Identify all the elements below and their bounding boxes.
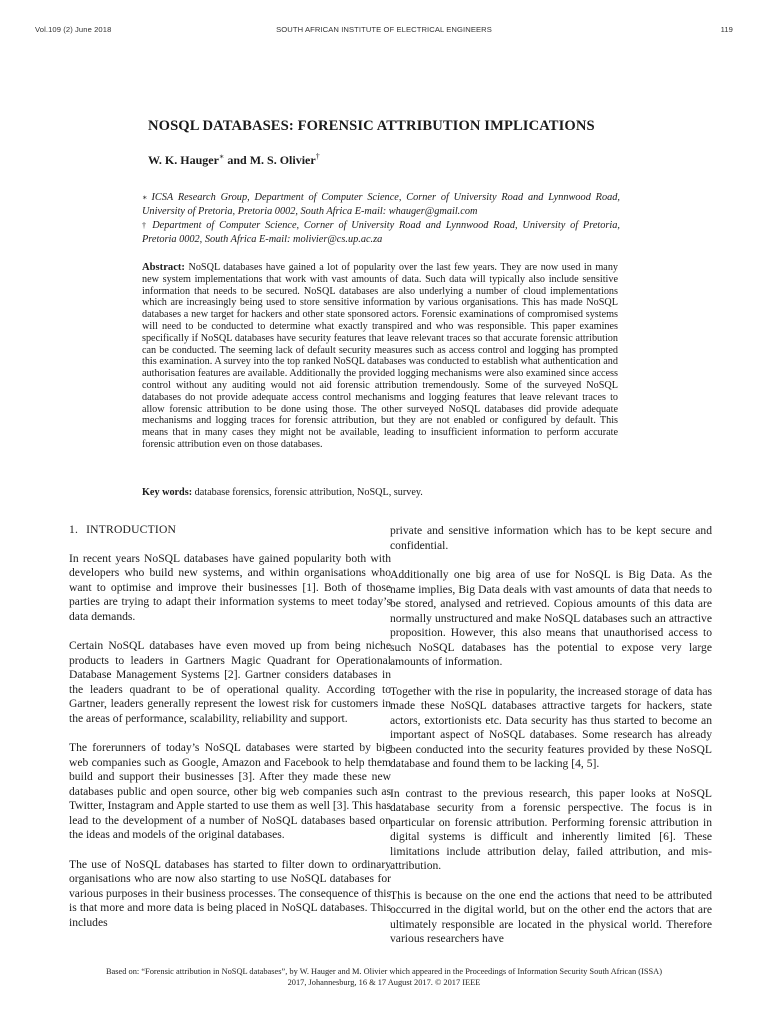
affiliation-1-mark: ∗ [142, 193, 148, 202]
footnote-publication [40, 966, 728, 988]
paragraph: This is because on the one end the actions that need to be attributed occurred in the digital world, but on the other end the actors that are ultimately responsible are located in the physical world. Therefore various researchers have [390, 888, 712, 945]
journal-volume: Vol.109 (2) June 2018 [35, 25, 112, 34]
paragraph: In contrast to the previous research, this paper looks at NoSQL database security from a forensic perspective. The focus is in particular on forensic attribution. Performing forensic attribution in digital systems is difficult and inherently limited [6]. These limitations include attribution delay, failed attribution, and mis-attribution. [390, 786, 712, 872]
right-column [390, 524, 712, 962]
paragraph: Together with the rise in popularity, the increased storage of data has made these NoSQL databases attractive targets for hackers, state actors, extortionists etc. Data security has thus started to become an important aspect of NoSQL databases. Some research has already been conducted into the security features provided by these NoSQL database and found them to be lacking [4, 5]. [390, 684, 712, 770]
abstract-text: NoSQL databases have gained a lot of popularity over the last few years. They are now used in many new system implementations that work with vast amounts of data. Such data will typically also include sensitive information that needs to be secured. NoSQL databases are also underlying a number of cloud implementations which are increasingly being used to store sensitive information by various organisations. This has made NoSQL databases a new target for hackers and other state sponsored actors. Forensic examinations of compromised systems will need to be conducted to determine what exactly transpired and who was responsible. This paper examines specifically if NoSQL databases have security features that leave relevant traces so that accurate forensic attribution can be conducted. The seeming lack of default security measures such as access control and logging has prompted this examination. A survey into the top ranked NoSQL databases was conducted to establish what authentication and authorisation features are available. Additionally the provided logging mechanisms were also examined since access control without any auditing would not aid forensic attribution tremendously. Some of the surveyed NoSQL databases do not provide adequate access control mechanisms and logging features that leave relevant traces to allow forensic attribution to be done using those. The other surveyed NoSQL databases did provide adequate mechanisms and logging traces for forensic attribution, but they are not enabled or configured by default. This means that in many cases they might not be available, leading to insufficient information to perform accurate forensic attribution even on those databases. [142, 262, 619, 450]
author-1: W. K. Hauger [148, 153, 219, 167]
section-number: 1. [69, 523, 79, 536]
paragraph: In recent years NoSQL databases have gained popularity both with developers who build new systems, and within organisations who want to optimise and improve their businesses [1]. Both of those parties are trying to adapt their information systems to meet today’s data demands. [69, 551, 391, 623]
abstract-label: Abstract: [142, 262, 185, 273]
keywords-label: Key words: [142, 487, 193, 498]
keywords [142, 487, 618, 499]
paragraph: private and sensitive information which has to be kept secure and confidential. [390, 524, 712, 552]
paragraph: The forerunners of today’s NoSQL databases were started by big web companies such as Google, Amazon and Facebook to help them build and support their businesses [3]. After they made these new databases public and open source, other big web companies such as Twitter, Instagram and Apple started to use them as well [3]. This has lead to the development of a number of NoSQL databases based on the ideas and models of the original databases. [69, 741, 391, 841]
affiliation-2-mark: † [142, 221, 149, 230]
abstract [142, 262, 618, 451]
footnote-line-2: 2017, Johannesburg, 16 & 17 August 2017. © 2017 IEEE [287, 978, 481, 987]
author-1-mark: ∗ [218, 152, 225, 161]
page-number: 119 [720, 25, 733, 34]
author-conjunction: and [224, 153, 250, 167]
paragraph: Additionally one big area of use for NoSQL is Big Data. As the name implies, Big Data deals with vast amounts of data that needs to be stored, analysed and retrieved. Copious amounts of this data are normally unstructured and make NoSQL databases such an attractive proposition. However, this also means that unauthorised access to such NoSQL databases has the potential to expose very large amounts of information. [390, 568, 712, 668]
section-title: INTRODUCTION [86, 523, 177, 536]
affiliation-1-text: ICSA Research Group, Department of Computer Science, Corner of University Road and Lynnwood Road, University of Pretoria, Pretoria 0002, South Africa E-mail: whauger@gmail.com [142, 192, 620, 217]
author-2-mark: † [315, 152, 320, 161]
author-line [148, 152, 320, 168]
paragraph: Certain NoSQL databases have even moved up from being niche products to leaders in Gartners Magic Quadrant for Operational Database Management Systems [2]. Gartner considers databases in the leaders quadrant to be of operational quality. According to Gartner, leaders generally represent the lowest risk for customers in the areas of performance, scalability, reliability and support. [69, 639, 391, 725]
affiliation-2 [142, 219, 620, 247]
section-heading-introduction [69, 523, 391, 538]
keywords-text: database forensics, forensic attribution, NoSQL, survey. [194, 487, 423, 498]
journal-name: SOUTH AFRICAN INSTITUTE OF ELECTRICAL ENGINEERS [276, 25, 492, 34]
left-column [69, 523, 391, 945]
affiliation-2-text: Department of Computer Science, Corner of University Road and Lynnwood Road, University of Pretoria, Pretoria 0002, South Africa E-mail: molivier@cs.up.ac.za [142, 220, 621, 245]
paragraph: The use of NoSQL databases has started to filter down to ordinary organisations who are now also starting to use NoSQL databases for various purposes in their business processes. The consequence of this is that more and more data is being placed in NoSQL databases. This includes [69, 857, 391, 929]
paper-title: NOSQL DATABASES: FORENSIC ATTRIBUTION IMPLICATIONS [148, 118, 595, 134]
author-2: M. S. Olivier [249, 153, 316, 167]
affiliation-1 [142, 191, 620, 219]
footnote-line-1: Based on: “Forensic attribution in NoSQL databases”, by W. Hauger and M. Olivier which appeared in the Proceedings of Information Security South African (ISSA) [105, 967, 663, 976]
